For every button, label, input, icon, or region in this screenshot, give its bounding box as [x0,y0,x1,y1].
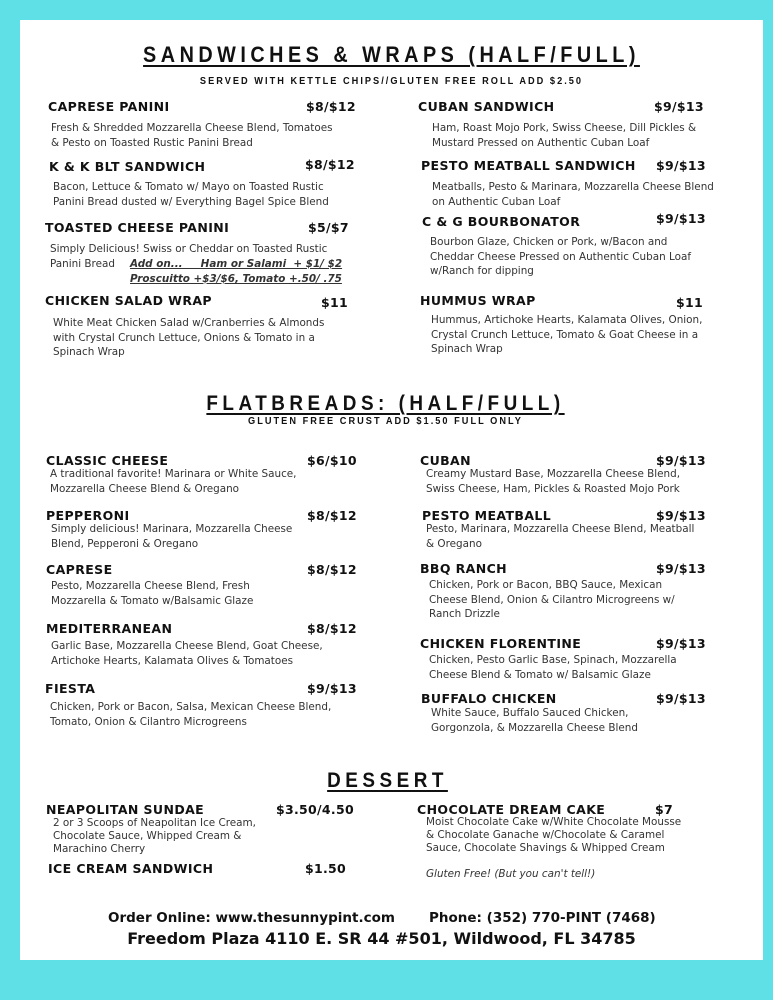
item-price: $11 [676,295,703,310]
item-description-cont: Panini Bread [50,258,115,270]
item-name: NEAPOLITAN SUNDAE [46,802,205,817]
item-description: Moist Chocolate Cake w/White Chocolate Mousse & Chocolate Ganache w/Chocolate & Caramel Sauce, Chocolate Shavings & Whipped Cream [426,816,682,854]
item-description: Ham, Roast Mojo Pork, Swiss Cheese, Dill Pickles & Mustard Pressed on Authentic Cuban Loaf [432,122,697,149]
item-description: Chicken, Pesto Garlic Base, Spinach, Mozzarella Cheese Blend & Tomato w/ Balsamic Glaze [429,654,677,681]
item-description: Bacon, Lettuce & Tomato w/ Mayo on Toasted Rustic Panini Bread dusted w/ Everything Bagel Spice Blend [53,181,329,208]
item-price: $9/$13 [656,508,706,523]
item-description: 2 or 3 Scoops of Neapolitan Ice Cream, Chocolate Sauce, Whipped Cream & Marachino Cherry [53,817,256,855]
item-description: Creamy Mustard Base, Mozzarella Cheese Blend, Swiss Cheese, Ham, Pickles & Roasted Mojo Pork [426,468,681,495]
item-description: Pesto, Marinara, Mozzarella Cheese Blend, Meatball & Oregano [426,523,695,550]
item-price: $9/$13 [656,636,706,651]
item-name: CHICKEN FLORENTINE [420,636,582,651]
item-name: MEDITERRANEAN [46,621,173,636]
flatbreads-subtitle: GLUTEN FREE CRUST ADD $1.50 FULL ONLY [248,416,523,427]
item-name: BUFFALO CHICKEN [421,691,557,706]
item-description: White Meat Chicken Salad w/Cranberries & Almonds with Crystal Crunch Lettuce, Onions & Tomato in a Spinach Wrap [53,317,325,359]
item-price: $8/$12 [305,157,355,172]
item-price: $1.50 [305,861,347,876]
item-description: White Sauce, Buffalo Sauced Chicken, Gorgonzola, & Mozzarella Cheese Blend [431,707,638,734]
item-name: HUMMUS WRAP [420,293,536,308]
item-price: $7 [655,802,673,817]
item-name: CUBAN [420,453,471,468]
item-price: $6/$10 [307,453,357,468]
menu-page [20,20,763,960]
item-price: $9/$13 [656,453,706,468]
item-description: A traditional favorite! Marinara or White Sauce, Mozzarella Cheese Blend & Oregano [50,468,297,495]
item-description: Meatballs, Pesto & Marinara, Mozzarella Cheese Blend on Authentic Cuban Loaf [432,181,714,208]
item-name: CLASSIC CHEESE [46,453,169,468]
item-price: $11 [321,295,348,310]
item-description: Simply delicious! Marinara, Mozzarella Cheese Blend, Pepperoni & Oregano [51,523,293,550]
item-description: Chicken, Pork or Bacon, Salsa, Mexican Cheese Blend, Tomato, Onion & Cilantro Microgreens [50,701,332,728]
item-description: Hummus, Artichoke Hearts, Kalamata Olives, Onion, Crystal Crunch Lettuce, Tomato & Goat Cheese in a Spinach Wrap [431,314,703,356]
item-price: $9/$13 [307,681,357,696]
item-price: $8/$12 [307,562,357,577]
item-price: $8/$12 [307,621,357,636]
sandwiches-title: SANDWICHES & WRAPS (HALF/FULL) [143,42,640,67]
item-description: Garlic Base, Mozzarella Cheese Blend, Goat Cheese, Artichoke Hearts, Kalamata Olives & Tomatoes [51,640,323,667]
item-name: ICE CREAM SANDWICH [48,861,214,876]
addon-options: Add on... Ham or Salami + $1/ $2 [130,258,343,270]
item-price: $3.50/4.50 [276,802,354,817]
item-description: Pesto, Mozzarella Cheese Blend, Fresh Mozzarella & Tomato w/Balsamic Glaze [51,580,254,607]
item-name: CAPRESE [46,562,113,577]
item-price: $9/$13 [654,99,704,114]
sandwiches-subtitle: SERVED WITH KETTLE CHIPS//GLUTEN FREE ROLL ADD $2.50 [199,76,584,87]
item-name: K & K BLT SANDWICH [49,159,206,174]
item-price: $9/$13 [656,211,706,226]
item-name: C & G BOURBONATOR [422,214,581,229]
item-name: CAPRESE PANINI [48,99,170,114]
item-name: PESTO MEATBALL SANDWICH [421,158,636,173]
item-name: BBQ RANCH [420,561,508,576]
item-name: FIESTA [45,681,96,696]
item-description: Simply Delicious! Swiss or Cheddar on Toasted Rustic [50,243,328,255]
item-name: CHICKEN SALAD WRAP [45,293,212,308]
item-price: $9/$13 [656,561,706,576]
item-description: Chicken, Pork or Bacon, BBQ Sauce, Mexican Cheese Blend, Onion & Cilantro Microgreens w/ Ranch Drizzle [429,579,675,621]
item-price: $5/$7 [308,220,349,235]
gluten-free-note: Gluten Free! (But you can't tell!) [426,868,596,880]
item-description: Bourbon Glaze, Chicken or Pork, w/Bacon and Cheddar Cheese Pressed on Authentic Cuban Loaf w/Ranch for dipping [430,236,691,278]
address-text: Freedom Plaza 4110 E. SR 44 #501, Wildwood, FL 34785 [127,929,636,948]
item-name: PESTO MEATBALL [422,508,552,523]
phone-text: Phone: (352) 770-PINT (7468) [429,910,656,926]
item-price: $8/$12 [307,508,357,523]
dessert-title: DESSERT [327,769,448,792]
item-name: PEPPERONI [46,508,130,523]
item-price: $8/$12 [306,99,356,114]
flatbreads-title: FLATBREADS: (HALF/FULL) [206,392,565,415]
item-name: TOASTED CHEESE PANINI [45,220,230,235]
item-name: CHOCOLATE DREAM CAKE [417,802,606,817]
item-price: $9/$13 [656,158,706,173]
item-price: $9/$13 [656,691,706,706]
addon-options: Proscuitto +$3/$6, Tomato +.50/ .75 [130,273,342,285]
item-name: CUBAN SANDWICH [418,99,555,114]
order-online-text: Order Online: www.thesunnypint.com [108,910,395,926]
item-description: Fresh & Shredded Mozzarella Cheese Blend, Tomatoes & Pesto on Toasted Rustic Panini Bread [51,122,333,149]
